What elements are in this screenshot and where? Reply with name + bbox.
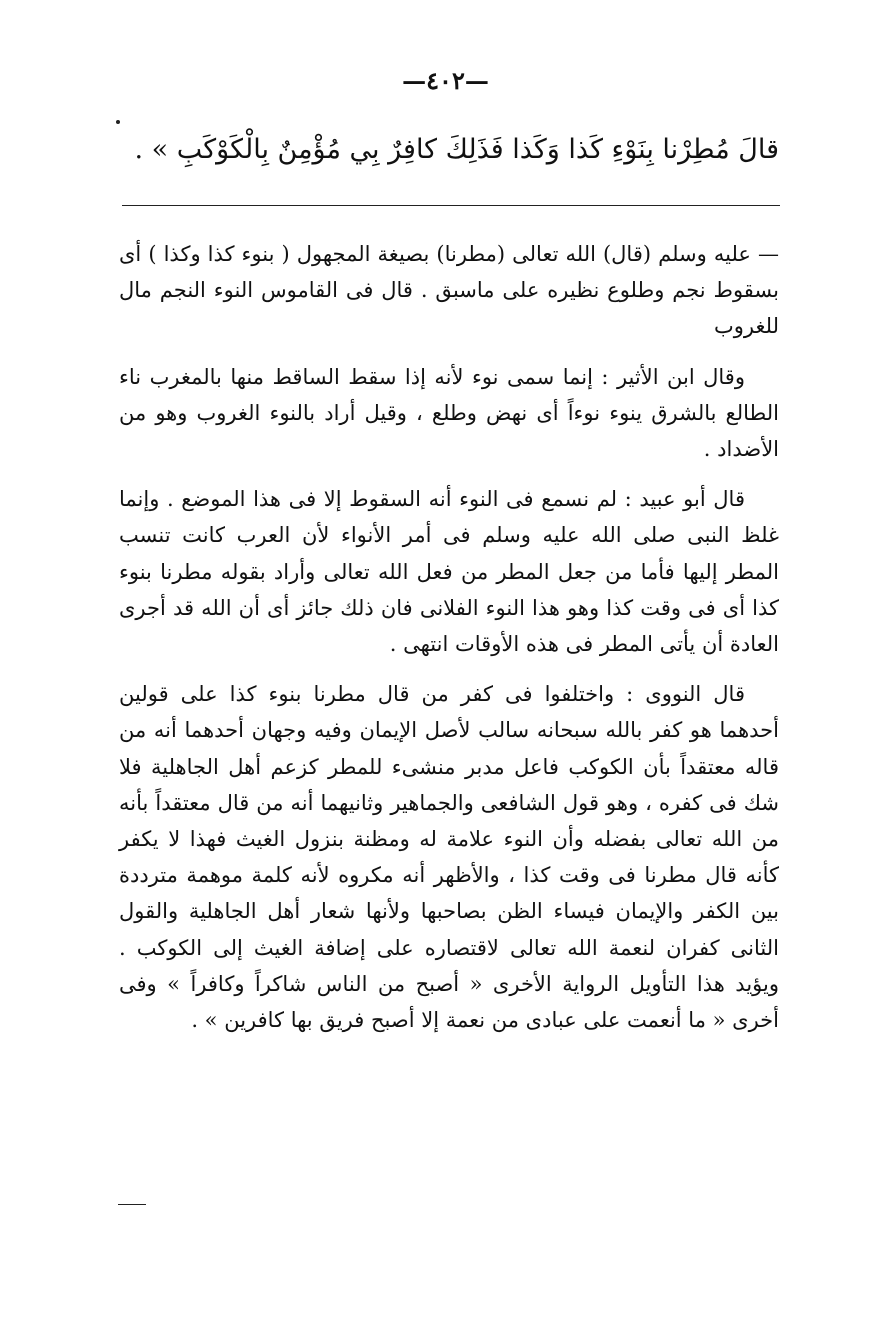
continuation-dash [118, 1204, 146, 1205]
commentary-paragraph: قال النووى : واختلفوا فى كفر من قال مطرنا بنوء كذا على قولين أحدهما هو كفر بالله سبحانه سالب لأصل الإيمان وفيه وجهان أحدهما أنه من قاله معتقداً بأن الكوكب فاعل مدبر منشىء للمطر كزعم أهل الجاهلية فلا شك فى كفره ، وهو قول الشافعى والجماهير وثانيهما أنه من قال معتقداً بأنه من الله تعالى بفضله وأن النوء علامة له ومظنة بنزول الغيث فهذا لا يكفر كأنه قال مطرنا فى وقت كذا ، والأظهر أنه مكروه لأنه كلمة موهمة مترددة بين الكفر والإيمان فيساء الظن بصاحبها ولأنها شعار أهل الجاهلية والقول الثانى كفران لنعمة الله تعالى لاقتصاره على إضافة الغيث إلى الكوكب . ويؤيد هذا التأويل الرواية الأخرى « أصبح من الناس شاكراً وكافراً » وفى أخرى « ما أنعمت على عبادى من نعمة إلا أصبح فريق بها كافرين » . [119, 682, 779, 1033]
page-number: —٤٠٢— [402, 66, 489, 95]
footnote-divider [122, 205, 780, 206]
commentary-paragraph: قال أبو عبيد : لم نسمع فى النوء أنه السقوط إلا فى هذا الموضع . وإنما غلظ النبى صلى الله عليه وسلم فى أمر الأنواء لأن العرب كانت تنسب المطر إليها فأما من جعل المطر من فعل الله تعالى وأراد بقوله مطرنا بنوء كذا أى فى وقت كذا وهو هذا النوء الفلانى فان ذلك جائز أى أن الله قد أجرى العادة أن يأتى المطر فى هذه الأوقات انتهى . [119, 487, 779, 657]
commentary-paragraph: — عليه وسلم (قال) الله تعالى (مطرنا) بصيغة المجهول ( بنوء كذا وكذا ) أى بسقوط نجم وطلوع نظيره على ماسبق . قال فى القاموس النوء النجم مال للغروب [119, 242, 779, 339]
commentary-body [119, 236, 779, 1052]
hadith-text: قالَ مُطِرْنا بِنَوْءِ كَذا وَكَذا فَذَلِكَ كافِرٌ بِي مُؤْمِنٌ بِالْكَوْكَبِ » . [134, 134, 779, 165]
commentary-paragraph: وقال ابن الأثير : إنما سمى نوء لأنه إذا سقط الساقط منها بالمغرب ناء الطالع بالشرق ينوء نوءاً أى نهض وطلع ، وقيل أراد بالنوء الغروب وهو من الأضداد . [119, 364, 779, 462]
